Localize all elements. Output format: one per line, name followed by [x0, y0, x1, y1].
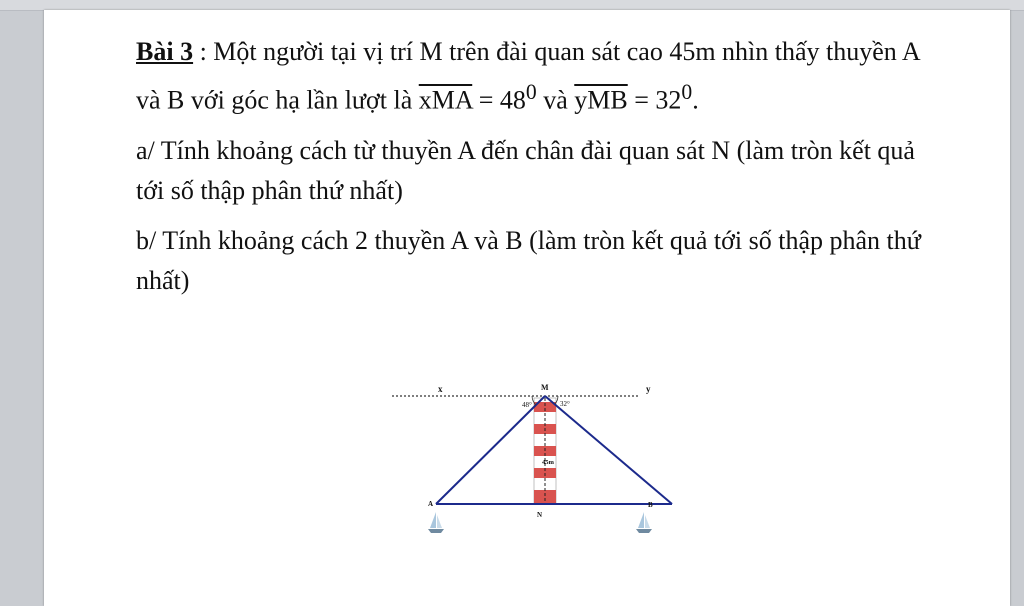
lighthouse-tower	[534, 398, 556, 504]
intro-text: : Một người tại vị trí M trên đài quan sát cao 45m nhìn thấy thuyền A và B với góc hạ lần lượt là	[136, 37, 920, 115]
angle1-degree: 0	[525, 80, 537, 104]
part-b: b/ Tính khoảng cách 2 thuyền A và B (làm tròn kết quả tới số thập phân thứ nhất)	[136, 225, 921, 295]
height-label: 45m	[542, 459, 554, 466]
boat-b-icon	[636, 512, 652, 533]
label-M: M	[541, 383, 549, 392]
label-N: N	[537, 511, 543, 519]
intro-joiner: và	[536, 85, 575, 115]
label-B: B	[648, 501, 653, 509]
angle2-eq: = 32	[627, 85, 682, 115]
angle1-name: $\overline{xMA}$	[418, 85, 473, 115]
label-y: y	[646, 384, 651, 394]
angle2-degree: 0	[681, 80, 693, 104]
intro-end: .	[692, 85, 699, 115]
angle-right-label: 32°	[560, 400, 570, 408]
boat-a-icon	[428, 512, 444, 533]
label-A: A	[428, 500, 434, 508]
angle1-eq: = 48	[472, 85, 526, 115]
problem-title: Bài 3	[136, 37, 194, 66]
label-x: x	[438, 384, 443, 394]
problem-statement	[136, 32, 936, 121]
lighthouse-diagram	[392, 372, 682, 552]
problem-text	[136, 32, 936, 301]
angle-left-label: 48°	[522, 401, 532, 409]
tower-stripe	[534, 490, 556, 504]
angle2-name: $\overline{yMB}$	[574, 85, 628, 115]
document-page	[44, 10, 1010, 606]
part-a: a/ Tính khoảng cách từ thuyền A đến chân đài quan sát N (làm tròn kết quả tới số thập phân thứ nhất)	[136, 135, 915, 205]
